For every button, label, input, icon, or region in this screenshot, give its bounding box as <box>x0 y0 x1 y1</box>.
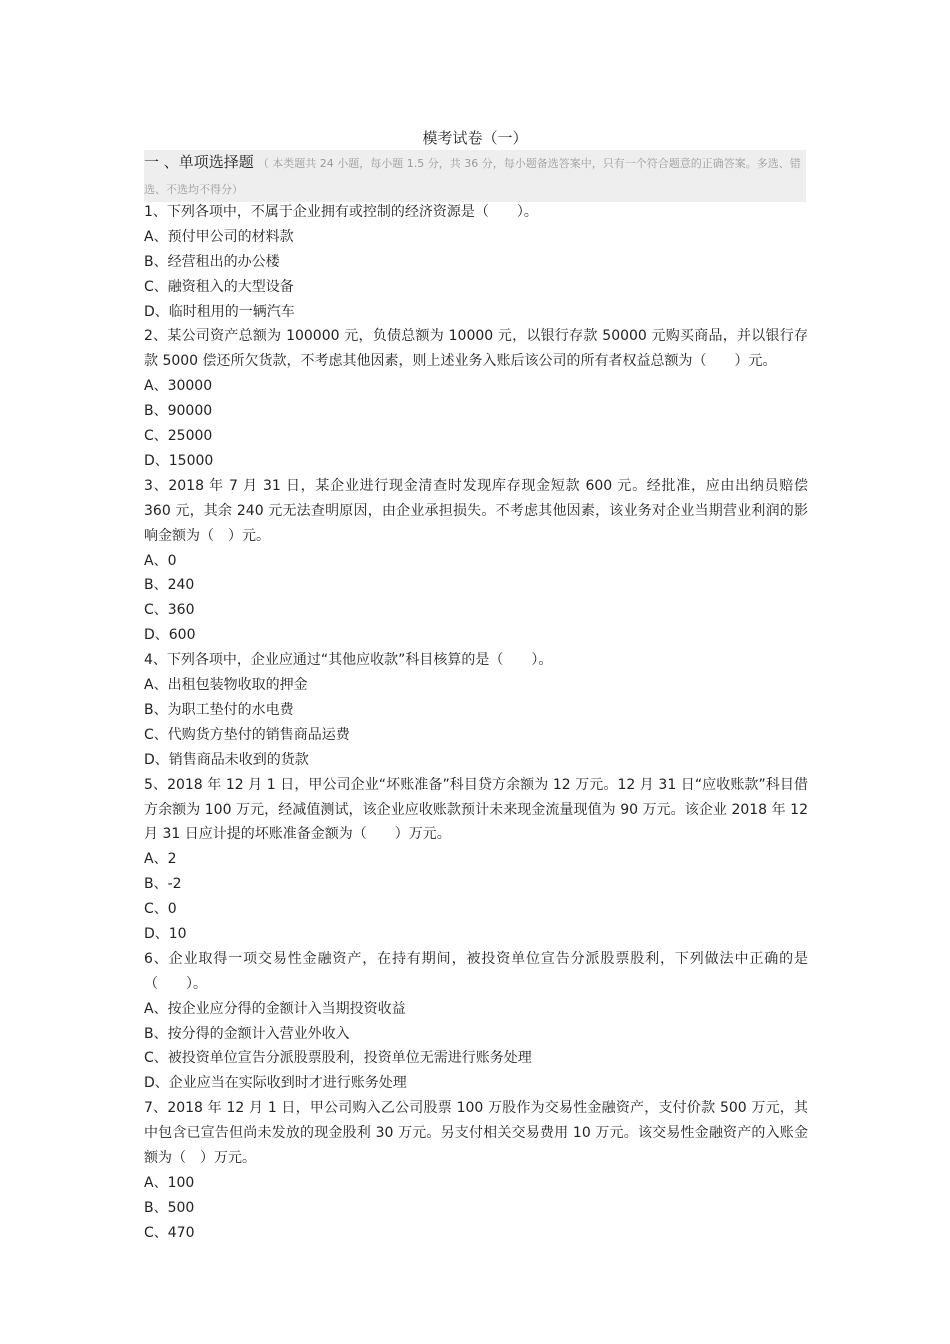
answer-option: A、0 <box>144 552 177 569</box>
answer-option: C、融资租入的大型设备 <box>144 278 294 295</box>
page-title: 模考试卷（一） <box>422 129 528 147</box>
answer-option: B、-2 <box>144 876 182 893</box>
answer-option: A、30000 <box>144 378 213 395</box>
answer-option: D、销售商品未收到的货款 <box>144 751 309 768</box>
section-heading: 一 、单项选择题 <box>144 153 254 171</box>
answer-option: B、按分得的金额计入营业外收入 <box>144 1025 350 1042</box>
answer-option: A、2 <box>144 851 177 868</box>
answer-option: A、按企业应分得的金额计入当期投资收益 <box>144 1000 406 1017</box>
answer-option: C、470 <box>144 1224 195 1241</box>
answer-option: B、240 <box>144 577 195 594</box>
answer-option: D、临时租用的一辆汽车 <box>144 303 295 320</box>
section-note: （ 本类题共 24 小题，每小题 1.5 分，共 36 分，每小题备选答案中，只有一个符合题意的正确答案。多选、错选、不选均不得分） <box>144 157 801 196</box>
answer-option: B、为职工垫付的水电费 <box>144 701 294 718</box>
answer-option: C、360 <box>144 602 195 619</box>
answer-option: A、出租包装物收取的押金 <box>144 677 308 694</box>
answer-option: B、经营租出的办公楼 <box>144 253 280 270</box>
question-stem: 3、2018 年 7 月 31 日，某企业进行现金清查时发现库存现金短款 600 元。经批准，应由出纳员赔偿 360 元，其余 240 元无法查明原因，由企业承担损失。不考虑其他因素，该业务对企业当期营业利润的影响金额为（ ）元。 <box>144 477 808 544</box>
answer-option: D、15000 <box>144 452 214 469</box>
answer-option: A、预付甲公司的材料款 <box>144 228 294 245</box>
answer-option: A、100 <box>144 1174 195 1191</box>
question-stem: 2、某公司资产总额为 100000 元，负债总额为 10000 元，以银行存款 50000 元购买商品，并以银行存款 5000 偿还所欠货款，不考虑其他因素，则上述业务入账后该公司的所有者权益总额为（ ）元。 <box>144 328 808 370</box>
answer-option: C、代购货方垫付的销售商品运费 <box>144 726 350 743</box>
question-stem: 1、下列各项中，不属于企业拥有或控制的经济资源是（ ）。 <box>144 204 538 220</box>
answer-option: C、被投资单位宣告分派股票股利，投资单位无需进行账务处理 <box>144 1050 532 1067</box>
question-stem: 5、2018 年 12 月 1 日，甲公司企业“坏账准备”科目贷方余额为 12 万元。12 月 31 日“应收账款”科目借方余额为 100 万元，经减值测试，该企业应收账款预计未来现金流量现值为 90 万元。该企业 2018 年 12 月 31 日应计提的坏账准备金额为（ ）万元。 <box>144 776 808 843</box>
answer-option: B、500 <box>144 1199 195 1216</box>
question-stem: 7、2018 年 12 月 1 日，甲公司购入乙公司股票 100 万股作为交易性金融资产，支付价款 500 万元，其中包含已宣告但尚未发放的现金股利 30 万元。另支付相关交易费用 10 万元。该交易性金融资产的入账金额为（ ）万元。 <box>144 1100 808 1167</box>
answer-option: B、90000 <box>144 403 213 420</box>
answer-option: D、10 <box>144 925 187 942</box>
question-stem: 4、下列各项中，企业应通过“其他应收款”科目核算的是（ ）。 <box>144 652 553 669</box>
answer-option: C、0 <box>144 901 177 918</box>
question-stem: 6、企业取得一项交易性金融资产，在持有期间，被投资单位宣告分派股票股利，下列做法中正确的是（ ）。 <box>144 950 808 992</box>
answer-option: D、企业应当在实际收到时才进行账务处理 <box>144 1075 407 1092</box>
answer-option: D、600 <box>144 627 196 644</box>
question-list <box>144 200 808 1246</box>
answer-option: C、25000 <box>144 428 213 445</box>
section-header <box>144 150 806 202</box>
